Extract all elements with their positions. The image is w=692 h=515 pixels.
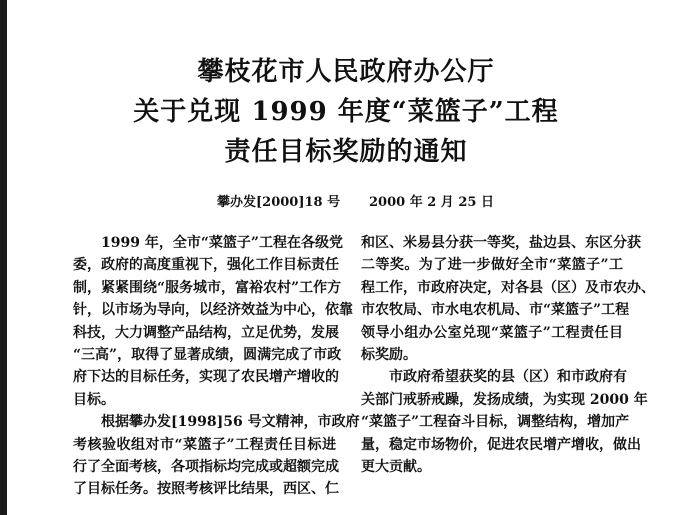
paragraph-line: 考核验收组对市“菜篮子”工程责任目标进: [73, 436, 336, 453]
title-line-1: 攀枝花市人民政府办公厅: [197, 57, 495, 87]
paragraph-line: 科技，大力调整产品结构，立足优势，发展: [73, 324, 339, 341]
left-column: [73, 232, 360, 501]
paragraph-line: 关部门戒骄戒躁，发扬成绩，为实现 2000 年: [361, 391, 648, 408]
paragraph-line: 了目标任务。按照考核评比结果，西区、仁: [73, 481, 339, 498]
paragraph-line: 更大贡献。: [361, 458, 431, 475]
right-column: [361, 232, 655, 478]
paragraph-line: 标奖励。: [361, 346, 417, 363]
paragraph-line: 行了全面考核，各项指标均完成或超额完成: [73, 458, 339, 475]
paragraph-line: 针，以市场为导向，以经济效益为中心，依靠: [73, 302, 353, 319]
document-number: 攀办发[2000]18 号: [217, 195, 341, 210]
paragraph-line: 程工作，市政府决定，对各县（区）及市农办、: [361, 279, 655, 296]
paragraph-line: 市政府希望获奖的县（区）和市政府有: [361, 369, 627, 386]
paragraph-line: 二等奖。为了进一步做好全市“菜篮子”工: [361, 257, 623, 274]
paragraph-line: 领导小组办公室兑现“菜篮子”工程责任目: [361, 324, 623, 341]
paragraph-line: 委，政府的高度重视下，强化工作目标责任: [73, 257, 339, 274]
paragraph-line: “三高”，取得了显著成绩，圆满完成了市政: [73, 346, 342, 363]
paragraph-line: 量，稳定市场物价，促进农民增产增收，做出: [361, 436, 641, 453]
paragraph-line: 市农牧局、市水电农机局、市“菜篮子”工程: [361, 302, 630, 319]
paragraph-line: 和区、米易县分获一等奖，盐边县、东区分获: [361, 235, 641, 251]
document-date: 2000 年 2 月 25 日: [369, 195, 494, 210]
paragraph-line: 1999 年，全市“菜篮子”工程在各级党: [73, 235, 343, 251]
paragraph-line: 根据攀办发[1998]56 号文精神，市政府: [73, 414, 360, 431]
paragraph-line: 目标。: [73, 391, 115, 408]
paragraph-line: “菜篮子”工程奋斗目标，调整结构，增加产: [361, 414, 630, 431]
paragraph-line: 府下达的目标任务，实现了农民增产增收的: [73, 369, 339, 386]
title-line-3: 责任目标奖励的通知: [224, 137, 468, 167]
paragraph-line: 制，紧紧围绕“服务城市，富裕农村”工作方: [73, 279, 342, 296]
title-line-2: 关于兑现 1999 年度“菜篮子”工程: [133, 97, 559, 127]
